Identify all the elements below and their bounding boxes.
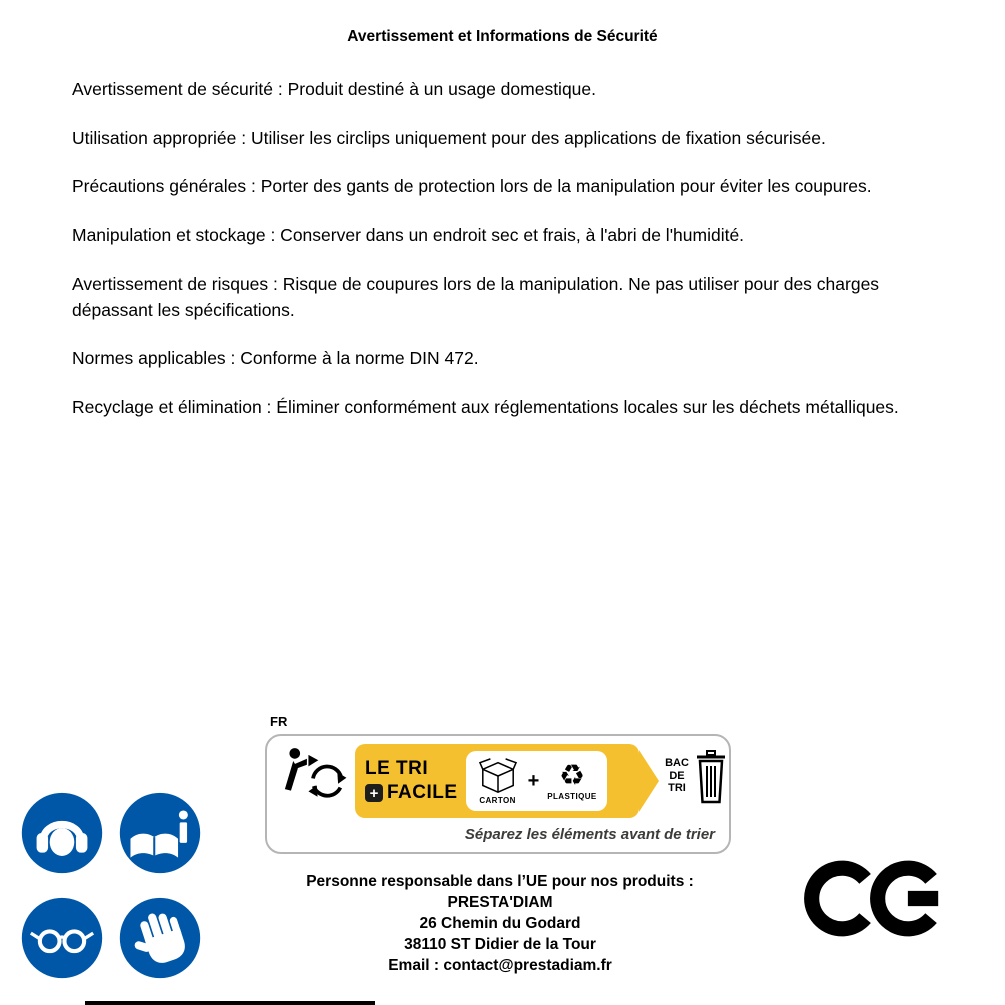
safety-paragraph: Précautions générales : Porter des gants de protection lors de la manipulation pour éviter les coupures.	[72, 176, 872, 197]
plus-icon: +	[365, 784, 383, 802]
sorting-bin-icon	[695, 749, 727, 812]
safety-text-block	[72, 77, 933, 421]
safety-paragraph: Avertissement de risques : Risque de coupures lors de la manipulation. Ne pas utiliser pour des charges dépassant les spécifications.	[72, 273, 880, 320]
wear-ear-protection-icon	[21, 792, 103, 874]
address-line2: 38110 ST Didier de la Tour	[404, 936, 596, 954]
plastique-label: PLASTIQUE	[547, 792, 597, 801]
safety-paragraph: Normes applicables : Conforme à la norme DIN 472.	[72, 348, 479, 369]
ce-mark-icon	[800, 852, 948, 950]
company-name: PRESTA'DIAM	[447, 894, 553, 912]
responsible-person-block	[240, 871, 760, 976]
sorting-tagline: Séparez les éléments avant de trier	[464, 826, 715, 843]
address-line1: 26 Chemin du Godard	[419, 915, 581, 933]
carton-label: CARTON	[479, 796, 516, 805]
safety-paragraph: Recyclage et élimination : Éliminer conformément aux réglementations locales sur les déchets métalliques.	[72, 397, 899, 418]
le-tri-facile-wordmark	[365, 758, 458, 804]
safety-paragraph: Utilisation appropriée : Utiliser les circlips uniquement pour des applications de fixation sécurisée.	[72, 127, 826, 148]
chevron-right-icon	[639, 750, 659, 812]
materials-card	[466, 751, 607, 811]
carton-box-icon	[476, 757, 520, 795]
le-tri-text: LE TRI	[365, 758, 429, 779]
recycling-arrows-icon: ♻	[558, 760, 585, 792]
page-title: Avertissement et Informations de Sécurité	[347, 28, 658, 45]
triman-recycling-icon	[275, 744, 351, 821]
facile-text: FACILE	[387, 782, 458, 803]
page-edge-line	[85, 1001, 375, 1005]
contact-email: Email : contact@prestadiam.fr	[388, 957, 612, 975]
plastique-material	[547, 761, 596, 801]
read-operating-instructions-icon	[119, 792, 201, 874]
safety-paragraph: Manipulation et stockage : Conserver dans un endroit sec et frais, à l'abri de l'humidité.	[72, 225, 745, 246]
fr-region-label: FR	[270, 714, 288, 729]
wear-eye-protection-icon	[21, 897, 103, 979]
responsible-intro: Personne responsable dans l’UE pour nos produits :	[306, 873, 694, 890]
plus-separator: +	[527, 769, 540, 792]
bac-de-tri-label: BAC DE TRI	[665, 757, 689, 795]
le-tri-facile-banner	[355, 744, 639, 818]
carton-material	[476, 757, 520, 805]
wear-protective-gloves-icon	[119, 897, 201, 979]
mandatory-safety-icons	[21, 792, 201, 979]
info-tri-block	[265, 734, 731, 854]
safety-paragraph: Avertissement de sécurité : Produit destiné à un usage domestique.	[72, 79, 597, 99]
